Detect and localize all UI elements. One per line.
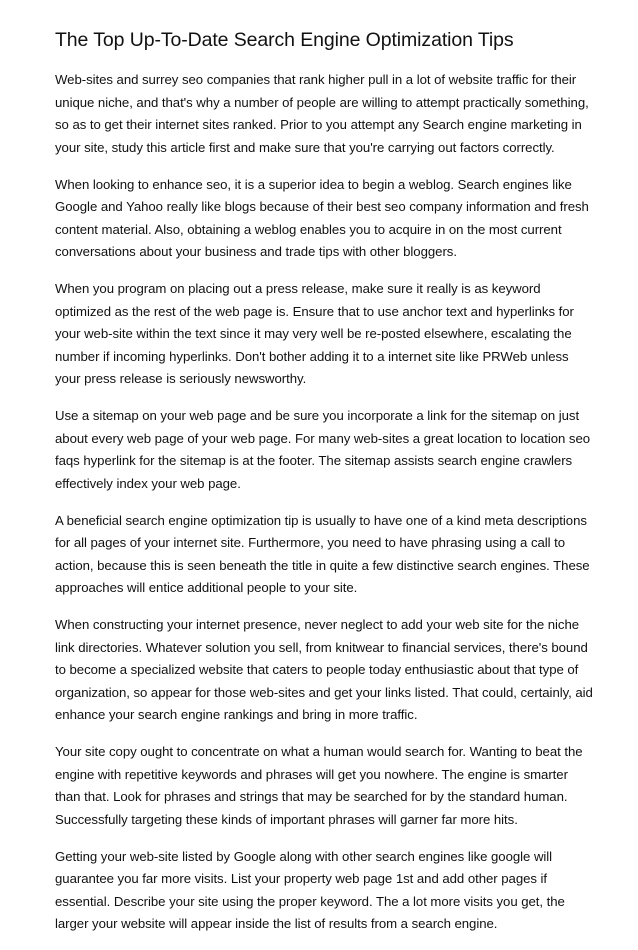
paragraph-5: A beneficial search engine optimization tip is usually to have one of a kind meta descriptions for all pages of your internet site. Furthermore, you need to have phrasing using a call to action, because this is seen beneath the title in quite a few distinctive search engines. These approaches will entice additional people to your site. bbox=[55, 512, 590, 595]
paragraph-3: When you program on placing out a press release, make sure it really is as keyword optimized as the rest of the web page is. Ensure that to use anchor text and hyperlinks for your web-site within the text since it may very well be re-posted elsewhere, escalating the number if incoming hyperlinks. Don't bother adding it to a internet site like PRWeb unless your press release is seriously newsworthy. bbox=[55, 281, 574, 386]
page-title: The Top Up-To-Date Search Engine Optimization Tips bbox=[55, 29, 514, 51]
paragraph-1: Web-sites and surrey seo companies that rank higher pull in a lot of website traffic for their unique niche, and that's why a number of people are willing to attempt practically something, so as to get their internet sites ranked. Prior to you attempt any Search engine marketing in your site, study this article first and make sure that you're carrying out factors correctly. bbox=[55, 72, 589, 155]
paragraph-2: When looking to enhance seo, it is a superior idea to begin a weblog. Search engines like Google and Yahoo really like blogs because of their best seo company information and fresh content material. Also, obtaining a weblog enables you to acquire in on the most current conversations about your business and trade tips with other bloggers. bbox=[55, 176, 589, 259]
document-page bbox=[55, 28, 595, 950]
paragraph-6: When constructing your internet presence, never neglect to add your web site for the niche link directories. Whatever solution you sell, from knitwear to financial services, there's bound to become a specialized website that caters to people today enthusiastic about that type of organization, so appear for those web-sites and get your links listed. That could, certainly, aid enhance your search engine rankings and bring in more traffic. bbox=[55, 617, 593, 722]
paragraph-8: Getting your web-site listed by Google along with other search engines like google will guarantee you far more visits. List your property web page 1st and add other pages if essential. Describe your site using the proper keyword. The a lot more visits you get, the larger your website will appear inside the list of results from a search engine. bbox=[55, 848, 565, 931]
paragraph-4: Use a sitemap on your web page and be sure you incorporate a link for the sitemap on just about every web page of your web page. For many web-sites a great location to location seo faqs hyperlink for the sitemap is at the footer. The sitemap assists search engine crawlers effectively index your web page. bbox=[55, 408, 591, 491]
paragraph-7: Your site copy ought to concentrate on what a human would search for. Wanting to beat the engine with repetitive keywords and phrases will get you nowhere. The engine is smarter than that. Look for phrases and strings that may be searched for by the standard human. Successfully targeting these kinds of important phrases will garner far more hits. bbox=[55, 744, 583, 827]
